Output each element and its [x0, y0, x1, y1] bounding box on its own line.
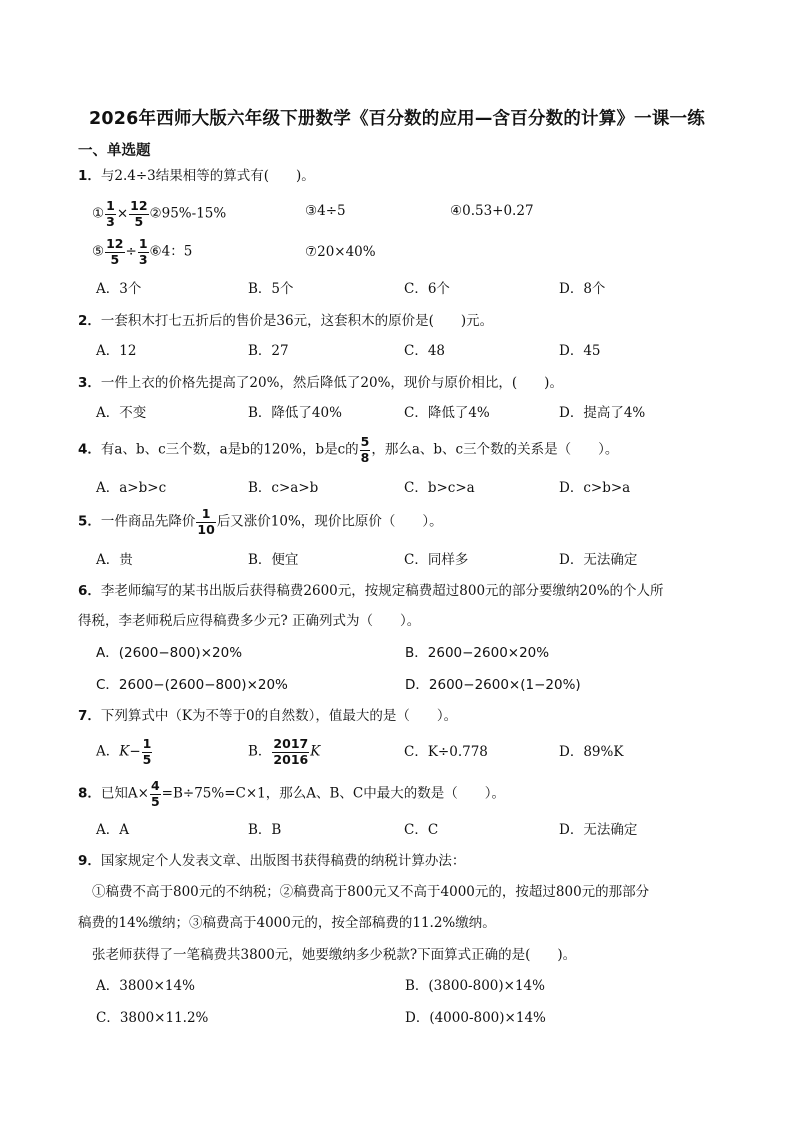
- q3-option-b[interactable]: B．降低了40%: [248, 405, 342, 421]
- q1-expression-4: ④0.53+0.27: [450, 203, 534, 219]
- q1-expression-3: ③4÷5: [305, 203, 346, 219]
- q7-option-d[interactable]: D．89%K: [559, 744, 624, 760]
- q1-option-d[interactable]: D．8个: [559, 281, 606, 297]
- q6-option-a[interactable]: A．(2600−800)×20%: [96, 645, 243, 661]
- q9-option-a[interactable]: A．3800×14%: [96, 978, 195, 994]
- q2-option-d[interactable]: D．45: [559, 343, 601, 359]
- q2-option-a[interactable]: A．12: [96, 343, 137, 359]
- fraction: $\frac{12}{5}$: [106, 236, 124, 267]
- q1-option-c[interactable]: C．6个: [404, 281, 450, 297]
- q2-option-b[interactable]: B．27: [248, 343, 289, 359]
- fraction: $\frac{1}{3}$: [138, 236, 148, 267]
- question-5-stem: 5．一件商品先降价 $\frac{1}{10}$ 后又涨价10%，现价比原价（ ）。: [78, 506, 443, 537]
- q9-option-c[interactable]: C．3800×11.2%: [96, 1010, 209, 1026]
- q4-option-c[interactable]: C．b>c>a: [404, 480, 475, 496]
- question-9-stem-line-1: 9．国家规定个人发表文章、出版图书获得稿费的纳税计算办法：: [78, 853, 466, 869]
- q5-option-d[interactable]: D．无法确定: [559, 552, 638, 568]
- q2-option-c[interactable]: C．48: [404, 343, 446, 359]
- question-9-stem-line-4: 张老师获得了一笔稿费共3800元，她要缴纳多少税款?下面算式正确的是( )。: [92, 947, 577, 963]
- q9-option-b[interactable]: B．(3800-800)×14%: [405, 978, 545, 994]
- q7-option-c[interactable]: C．K÷0.778: [404, 744, 488, 760]
- question-4-stem: 4．有a、b、c三个数，a是b的120%，b是c的 $\frac{5}{8}$ ，那么a、b、c三个数的关系是（ ）。: [78, 434, 619, 465]
- q5-option-c[interactable]: C．同样多: [404, 552, 469, 568]
- q1-option-a[interactable]: A．3个: [96, 281, 142, 297]
- fraction: $\frac{1}{5}$: [142, 736, 152, 767]
- question-8-stem: 8．已知A× $\frac{4}{5}$ =B÷75%=C×1，那么A、B、C中最大的数是（ ）。: [78, 778, 506, 809]
- q8-option-a[interactable]: A．A: [96, 822, 129, 838]
- q7-option-b[interactable]: B． $\frac{2017}{2016}$ K: [248, 736, 321, 767]
- question-2-stem: 2．一套积木打七五折后的售价是36元，这套积木的原价是( )元。: [78, 313, 494, 329]
- question-number: 1．: [78, 168, 101, 184]
- q4-option-a[interactable]: A．a>b>c: [96, 480, 167, 496]
- q5-option-b[interactable]: B．便宜: [248, 552, 299, 568]
- question-3-stem: 3．一件上衣的价格先提高了20%，然后降低了20%，现价与原价相比，( )。: [78, 375, 563, 391]
- question-9-stem-line-2: ①稿费不高于800元的不纳税；②稿费高于800元又不高于4000元的，按超过800元的那部分: [92, 884, 650, 900]
- q1-expression-5: ⑤ $\frac{12}{5}$ ÷ $\frac{1}{3}$ ⑥4：5: [92, 236, 193, 267]
- q8-option-b[interactable]: B．B: [248, 822, 282, 838]
- q1-expression-6: ⑥4：5: [149, 243, 193, 260]
- fraction: $\frac{1}{10}$: [197, 506, 215, 537]
- question-6-stem-line-1: 6．李老师编写的某书出版后获得稿费2600元，按规定稿费超过800元的部分要缴纳20%的个人所: [78, 583, 664, 599]
- q4-option-b[interactable]: B．c>a>b: [248, 480, 319, 496]
- q8-option-c[interactable]: C．C: [404, 822, 439, 838]
- q3-option-a[interactable]: A．不变: [96, 405, 147, 421]
- question-6-stem-line-2: 得税，李老师税后应得稿费多少元? 正确列式为（ ）。: [78, 613, 421, 629]
- question-1-stem: 1．与2.4÷3结果相等的算式有( )。: [78, 168, 315, 184]
- q7-option-a[interactable]: A．K− $\frac{1}{5}$: [96, 736, 152, 767]
- q6-option-b[interactable]: B．2600−2600×20%: [405, 645, 550, 661]
- q3-option-c[interactable]: C．降低了4%: [404, 405, 490, 421]
- q5-option-a[interactable]: A．贵: [96, 552, 133, 568]
- question-7-stem: 7．下列算式中（K为不等于0的自然数），值最大的是（ ）。: [78, 708, 458, 724]
- q1-expression-2: ②95%-15%: [149, 205, 227, 222]
- document-title: 2026年西师大版六年级下册数学《百分数的应用—含百分数的计算》一课一练: [89, 109, 705, 129]
- section-heading: 一、单选题: [78, 143, 151, 159]
- q1-expression-1: ① $\frac{1}{3}$ × $\frac{12}{5}$ ②95%-15%: [92, 198, 227, 229]
- q6-option-c[interactable]: C．2600−(2600−800)×20%: [96, 677, 288, 693]
- fraction: $\frac{5}{8}$: [360, 434, 370, 465]
- q9-option-d[interactable]: D．(4000-800)×14%: [405, 1010, 546, 1026]
- fraction: $\frac{4}{5}$: [150, 778, 160, 809]
- question-9-stem-line-3: 稿费的14%缴纳；③稿费高于4000元的，按全部稿费的11.2%缴纳。: [78, 915, 496, 931]
- q8-option-d[interactable]: D．无法确定: [559, 822, 638, 838]
- q1-expression-7: ⑦20×40%: [305, 244, 376, 260]
- q3-option-d[interactable]: D．提高了4%: [559, 405, 646, 421]
- q1-option-b[interactable]: B．5个: [248, 281, 294, 297]
- fraction: $\frac{12}{5}$: [130, 198, 148, 229]
- fraction: $\frac{2017}{2016}$: [273, 736, 309, 767]
- q4-option-d[interactable]: D．c>b>a: [559, 480, 631, 496]
- q6-option-d[interactable]: D．2600−2600×(1−20%): [405, 677, 581, 693]
- fraction: $\frac{1}{3}$: [106, 198, 115, 229]
